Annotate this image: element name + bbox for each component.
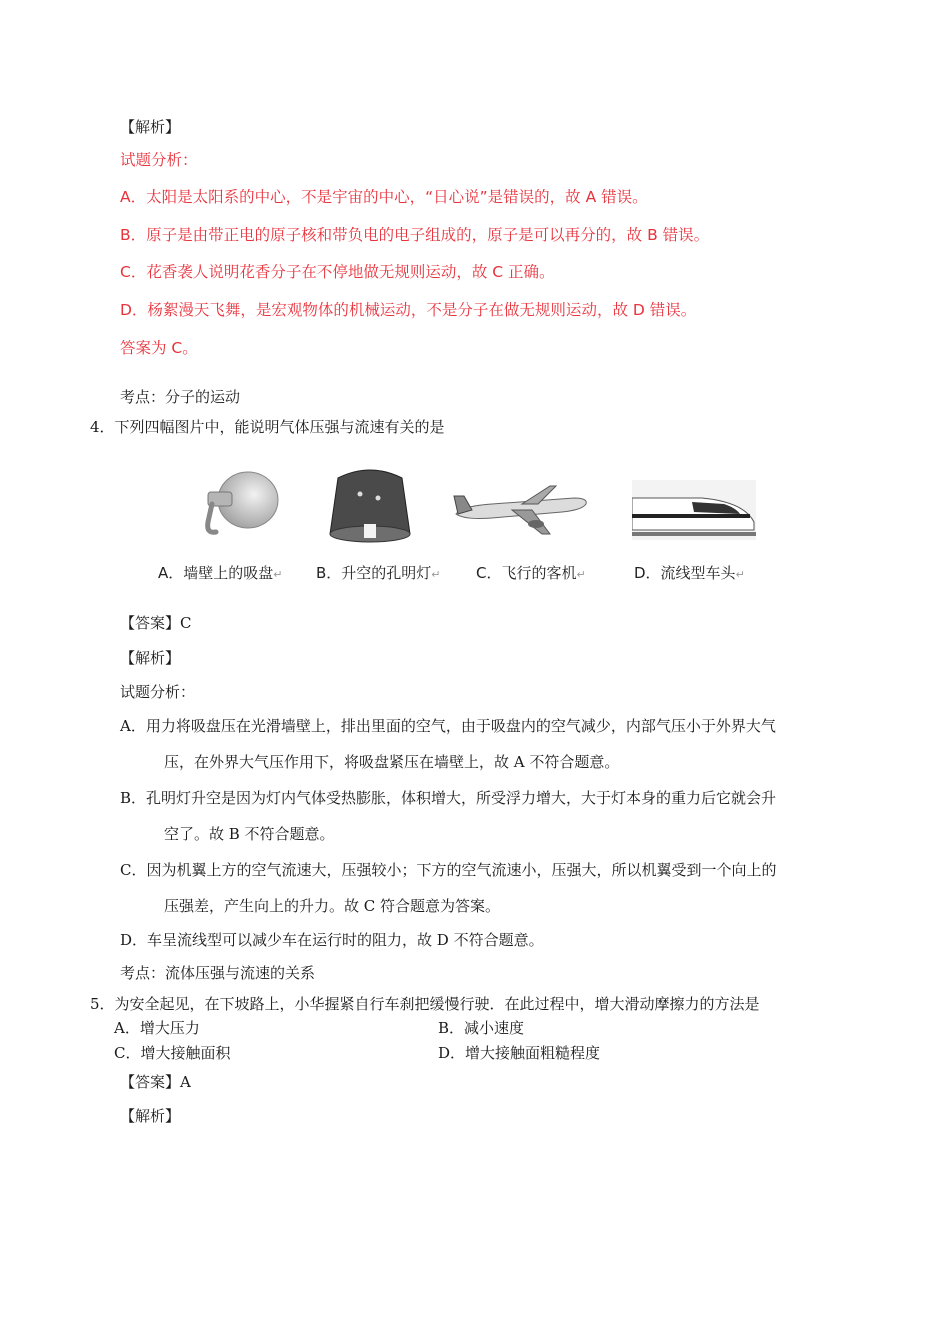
q3-answer-line: 答案为 C。 [120,339,198,357]
q5-option-a: A．增大压力 [114,1019,200,1037]
bullet-train-icon [632,480,756,544]
q5-option-c: C．增大接触面积 [114,1044,231,1062]
q4-analysis-line-d: D．车呈流线型可以减少车在运行时的阻力，故 D 不符合题意。 [120,931,544,949]
q4-analysis-line-b1: B．孔明灯升空是因为灯内气体受热膨胀，体积增大，所受浮力增大，大于灯本身的重力后它就会升 [120,789,777,807]
q3-analysis-title: 试题分析： [120,151,198,169]
q5-stem: 5．为安全起见，在下坡路上，小华握紧自行车刹把缓慢行驶．在此过程中，增大滑动摩擦力的方法是 [90,995,760,1013]
q3-analysis-line-a: A．太阳是太阳系的中心，不是宇宙的中心，“日心说”是错误的，故 A 错误。 [120,188,648,206]
q5-option-b: B．减小速度 [438,1019,525,1037]
q3-kaodian: 考点：分子的运动 [120,388,241,406]
figure-caption-a: A．墙壁上的吸盘↵ [158,564,283,582]
q4-kaodian: 考点：流体压强与流速的关系 [120,964,316,982]
q4-stem: 4．下列四幅图片中，能说明气体压强与流速有关的是 [90,418,445,436]
q4-analysis-title: 试题分析： [120,683,196,701]
q4-analysis-line-b2: 空了。故 B 不符合题意。 [164,825,335,843]
airplane-icon [452,480,592,544]
q5-answer: 【答案】A [120,1073,191,1091]
q4-analysis-line-a1: A．用力将吸盘压在光滑墙壁上，排出里面的空气，由于吸盘内的空气减少，内部气压小于外界大气 [120,717,776,735]
figure-caption-b: B．升空的孔明灯↵ [316,564,441,582]
q3-analysis-line-c: C．花香袭人说明花香分子在不停地做无规则运动，故 C 正确。 [120,263,555,281]
q3-analysis-line-b: B．原子是由带正电的原子核和带负电的电子组成的，原子是可以再分的，故 B 错误。 [120,226,710,244]
q3-analysis-heading: 【解析】 [120,118,181,136]
q5-analysis-heading: 【解析】 [120,1107,181,1125]
q4-figure-row [150,470,770,590]
q4-analysis-heading: 【解析】 [120,649,181,667]
suction-cup-icon [190,470,280,554]
q4-answer: 【答案】C [120,614,192,632]
figure-caption-d: D．流线型车头↵ [634,564,745,582]
q4-analysis-line-a2: 压，在外界大气压作用下，将吸盘紧压在墙壁上，故 A 不符合题意。 [164,753,620,771]
q3-analysis-line-d: D．杨絮漫天飞舞，是宏观物体的机械运动，不是分子在做无规则运动，故 D 错误。 [120,301,697,319]
q4-analysis-line-c1: C．因为机翼上方的空气流速大，压强较小；下方的空气流速小，压强大，所以机翼受到一个向上的 [120,861,777,879]
figure-caption-c: C．飞行的客机↵ [476,564,586,582]
sky-lantern-icon [320,464,420,554]
q4-analysis-line-c2: 压强差，产生向上的升力。故 C 符合题意为答案。 [164,897,501,915]
q5-option-d: D．增大接触面粗糙程度 [438,1044,601,1062]
